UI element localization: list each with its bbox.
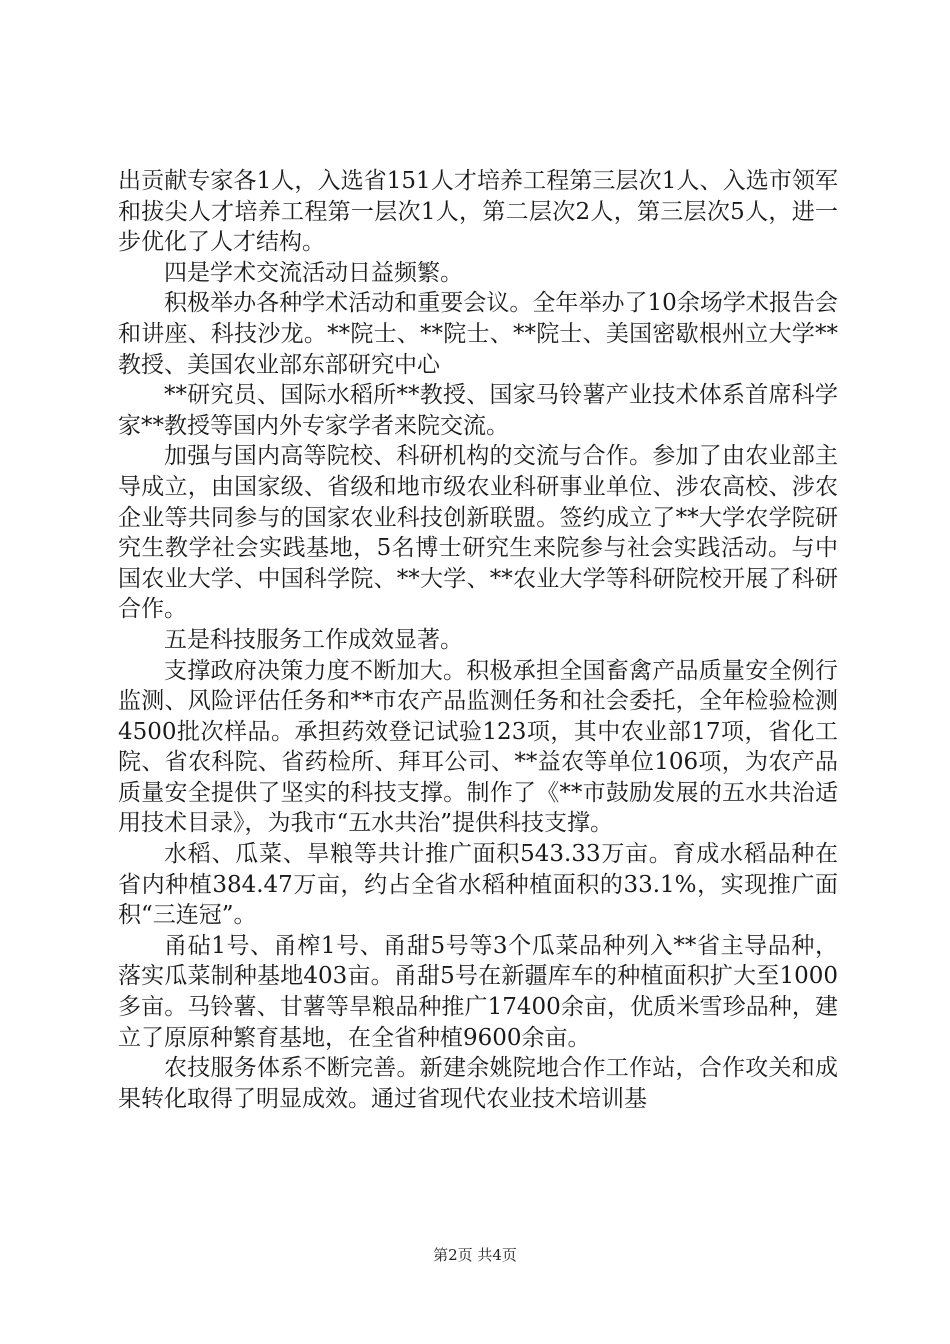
paragraph: 积极举办各种学术活动和重要会议。全年举办了10余场学术报告会和讲座、科技沙龙。**院士、**院士、**院士、美国密歇根州立大学**教授、美国农业部东部研究中心	[118, 290, 838, 378]
paragraph: 农技服务体系不断完善。新建余姚院地合作工作站，合作攻关和成果转化取得了明显成效。通过省现代农业技术培训基	[118, 1055, 838, 1112]
page-footer: 第2页 共4页	[433, 1246, 517, 1264]
paragraph: 支撑政府决策力度不断加大。积极承担全国畜禽产品质量安全例行监测、风险评估任务和**市农产品监测任务和社会委托，全年检验检测4500批次样品。承担药效登记试验123项，其中农业部17项，省化工院、省农科院、省药检所、拜耳公司、**益农等单位106项，为农产品质量安全提供了坚实的科技支撑。制作了《**市鼓励发展的五水共治适用技术目录》，为我市“五水共治”提供科技支撑。	[118, 657, 838, 837]
paragraph: 五是科技服务工作成效显著。	[164, 626, 463, 653]
document-body	[118, 166, 838, 1114]
paragraph: 水稻、瓜菜、旱粮等共计推广面积543.33万亩。育成水稻品种在省内种植384.47万亩，约占全省水稻种植面积的33.1%，实现推广面积“三连冠”。	[118, 841, 838, 929]
paragraph: 四是学术交流活动日益频繁。	[164, 259, 463, 286]
paragraph: 甬砧1号、甬榨1号、甬甜5号等3个瓜菜品种列入**省主导品种，落实瓜菜制种基地403亩。甬甜5号在新疆库车的种植面积扩大至1000多亩。马铃薯、甘薯等旱粮品种推广17400余亩，优质米雪珍品种，建立了原原种繁育基地，在全省种植9600余亩。	[118, 932, 838, 1051]
paragraph: 出贡献专家各1人，入选省151人才培养工程第三层次1人、入选市领军和拔尖人才培养工程第一层次1人，第二层次2人，第三层次5人，进一步优化了人才结构。	[118, 168, 838, 256]
paragraph: 加强与国内高等院校、科研机构的交流与合作。参加了由农业部主导成立，由国家级、省级和地市级农业科研事业单位、涉农高校、涉农企业等共同参与的国家农业科技创新联盟。签约成立了**大学农学院研究生教学社会实践基地，5名博士研究生来院参与社会实践活动。与中国农业大学、中国科学院、**大学、**农业大学等科研院校开展了科研合作。	[118, 443, 838, 623]
paragraph: **研究员、国际水稻所**教授、国家马铃薯产业技术体系首席科学家**教授等国内外专家学者来院交流。	[118, 382, 838, 439]
